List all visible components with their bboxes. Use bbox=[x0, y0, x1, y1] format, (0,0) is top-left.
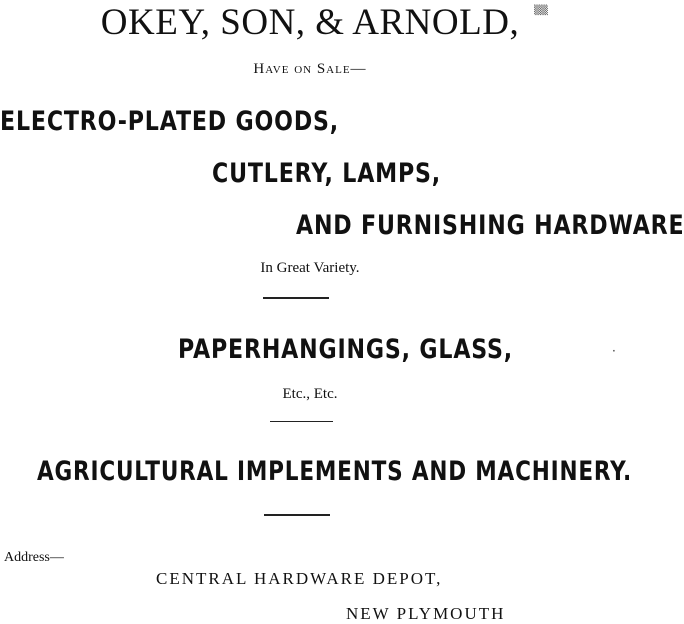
address-line-2: NEW PLYMOUTH bbox=[346, 604, 506, 623]
line-agricultural-implements: AGRICULTURAL IMPLEMENTS AND MACHINERY. bbox=[37, 456, 632, 487]
great-variety: In Great Variety. bbox=[260, 260, 360, 276]
line-cutlery-lamps: CUTLERY, LAMPS, bbox=[212, 158, 442, 189]
print-speck-icon: · bbox=[612, 344, 616, 358]
address-label: Address— bbox=[4, 550, 64, 565]
address-line-1: CENTRAL HARDWARE DEPOT, bbox=[156, 569, 443, 588]
line-paperhangings-glass: PAPERHANGINGS, GLASS, bbox=[178, 334, 514, 365]
have-on-sale: Have on Sale— bbox=[253, 61, 367, 77]
line-furnishing-hardware: AND FURNISHING HARDWARE bbox=[296, 210, 684, 241]
line-electro-plated: ELECTRO-PLATED GOODS, bbox=[0, 106, 340, 137]
etc: Etc., Etc. bbox=[282, 386, 338, 402]
divider-rule bbox=[264, 514, 330, 516]
divider-rule bbox=[263, 297, 329, 299]
divider-rule bbox=[270, 421, 333, 422]
print-speck-icon: ▒▒ bbox=[534, 6, 548, 16]
firm-name: OKEY, SON, & ARNOLD, bbox=[100, 2, 520, 43]
